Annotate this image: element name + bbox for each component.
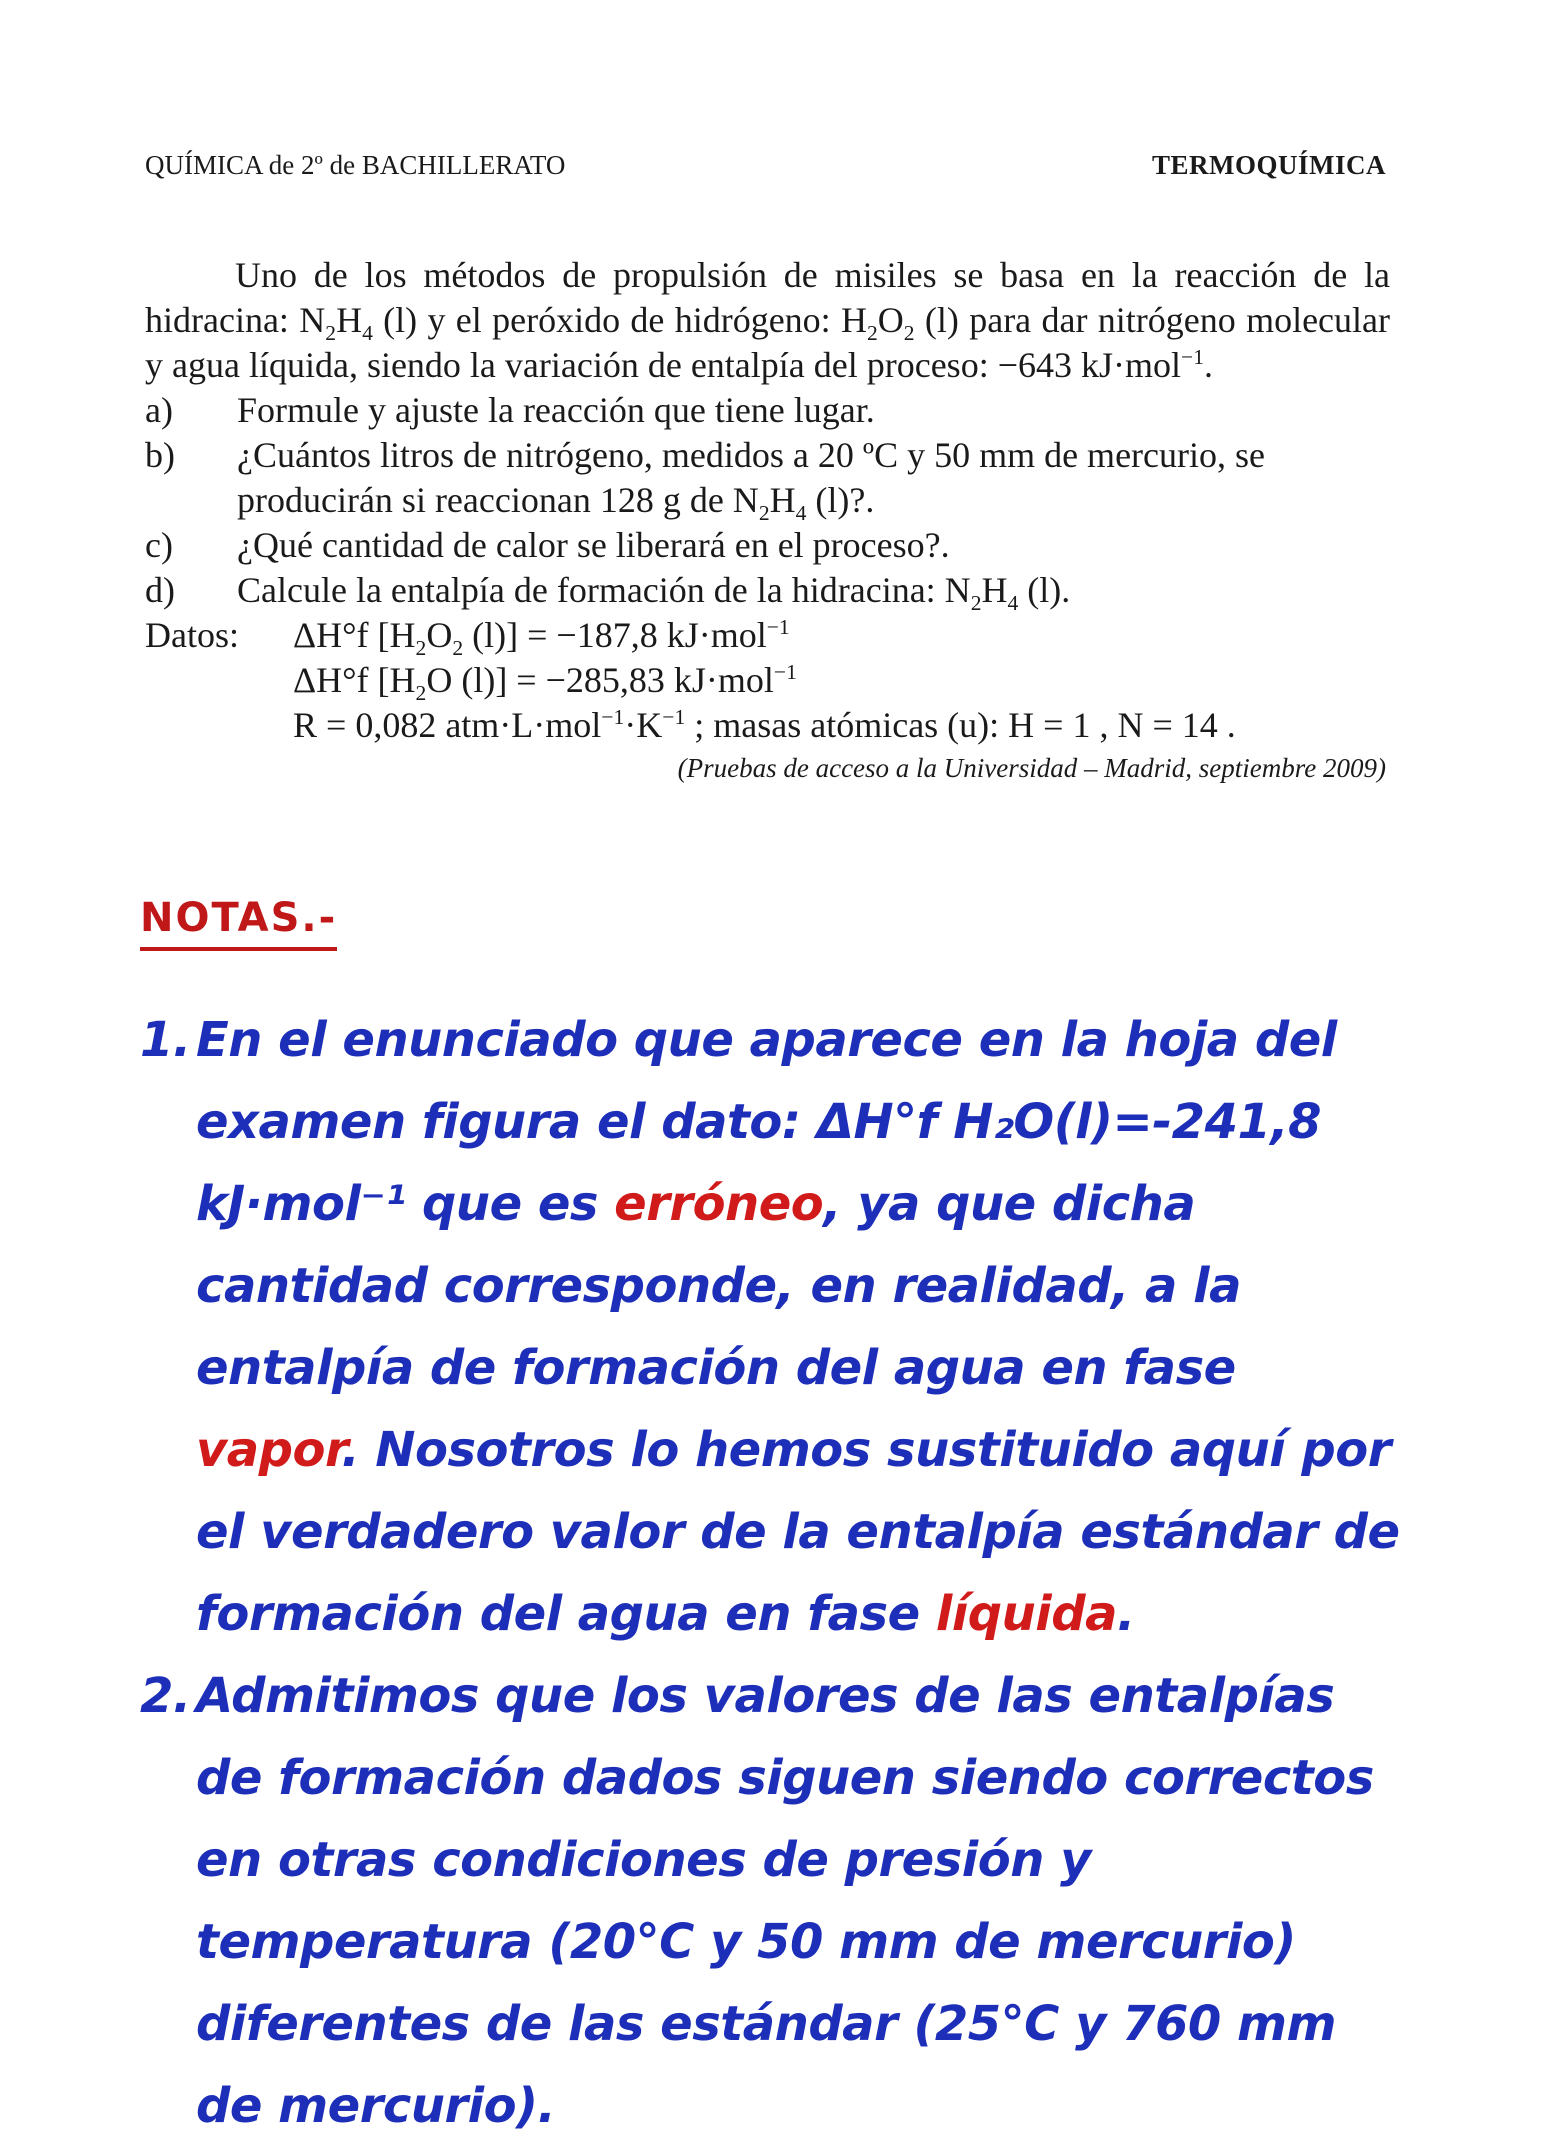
question-b bbox=[145, 433, 1390, 526]
data-line-h2o: ΔH°f [$H_2O$ (l)] = −285,83 kJ·mol$^{-1}$ bbox=[293, 660, 797, 706]
highlight-erroneo: erróneo bbox=[614, 1176, 824, 1232]
highlight-liquida: líquida bbox=[935, 1586, 1117, 1642]
header-course: QUÍMICA de 2º de BACHILLERATO bbox=[145, 150, 566, 180]
question-text: Formule y ajuste la reacción que tiene lugar. bbox=[237, 390, 875, 430]
note-1 bbox=[140, 999, 1410, 1655]
question-text: ¿Cuántos litros de nitrógeno, medidos a 20 ºC y 50 mm de mercurio, se producirán si reaccionan 128 g de $N_2H_4$ (l)?. bbox=[237, 435, 1265, 526]
question-c bbox=[145, 523, 1390, 568]
handwritten-notes bbox=[140, 895, 1410, 2147]
source-citation: (Pruebas de acceso a la Universidad – Madrid, septiembre 2009) bbox=[677, 753, 1386, 783]
data-line-h2o2: ΔH°f [$H_2O_2$ (l)] = −187,8 kJ·mol$^{-1}$ bbox=[293, 615, 790, 661]
question-label: a) bbox=[145, 390, 173, 430]
data-block bbox=[145, 613, 1390, 706]
question-label: c) bbox=[145, 525, 173, 565]
question-d bbox=[145, 568, 1390, 616]
note-number: 2. bbox=[140, 1668, 191, 1724]
header-topic: TERMOQUÍMICA bbox=[1152, 150, 1386, 180]
question-text: ¿Qué cantidad de calor se liberará en el proceso?. bbox=[237, 525, 950, 565]
note-number: 1. bbox=[140, 1012, 191, 1068]
problem-intro: Uno de los métodos de propulsión de misiles se basa en la reacción de la hidracina: $N_2H_4$ (l) y el peróxido de hidrógeno: $H_2O_2$ (l) para dar nitrógeno molecular y agua líquida, siendo la variación de entalpía del proceso: −643 kJ·mol$^{-1}$. bbox=[145, 255, 1391, 385]
data-label: Datos: bbox=[145, 615, 239, 655]
question-a bbox=[145, 388, 1390, 433]
note-text: Admitimos que los valores de las entalpías de formación dados siguen siendo correctos en otras condiciones de presión y temperatura (20°C y 50 mm de mercurio) diferentes de las estándar (25°C y 760 mm de mercurio). bbox=[196, 1668, 1374, 2134]
question-label: b) bbox=[145, 435, 175, 475]
note-2 bbox=[140, 1655, 1410, 2147]
note-text: En el enunciado que aparece en la hoja del examen figura el dato: ΔH°f H₂O(l)=-241,8 kJ·mol⁻¹ que es erróneo, ya que dicha cantidad corresponde, en realidad, a la entalpía de formación del agua en fase vapor. Nosotros lo hemos sustituido aquí por el verdadero valor de la entalpía estándar de formación del agua en fase líquida. bbox=[196, 1012, 1400, 1642]
question-text: Calcule la entalpía de formación de la hidracina: $N_2H_4$ (l). bbox=[237, 570, 1071, 616]
problem-statement bbox=[145, 253, 1390, 786]
data-line-constants: R = 0,082 $atm\cdot L\cdot mol^{-1}\cdot K^{-1}$ ; masas atómicas (u): H = 1 , N = 14 . bbox=[293, 705, 1236, 745]
notes-title: NOTAS.- bbox=[140, 895, 337, 951]
page-header bbox=[145, 150, 1386, 190]
highlight-vapor: vapor bbox=[196, 1422, 342, 1478]
question-label: d) bbox=[145, 570, 175, 610]
